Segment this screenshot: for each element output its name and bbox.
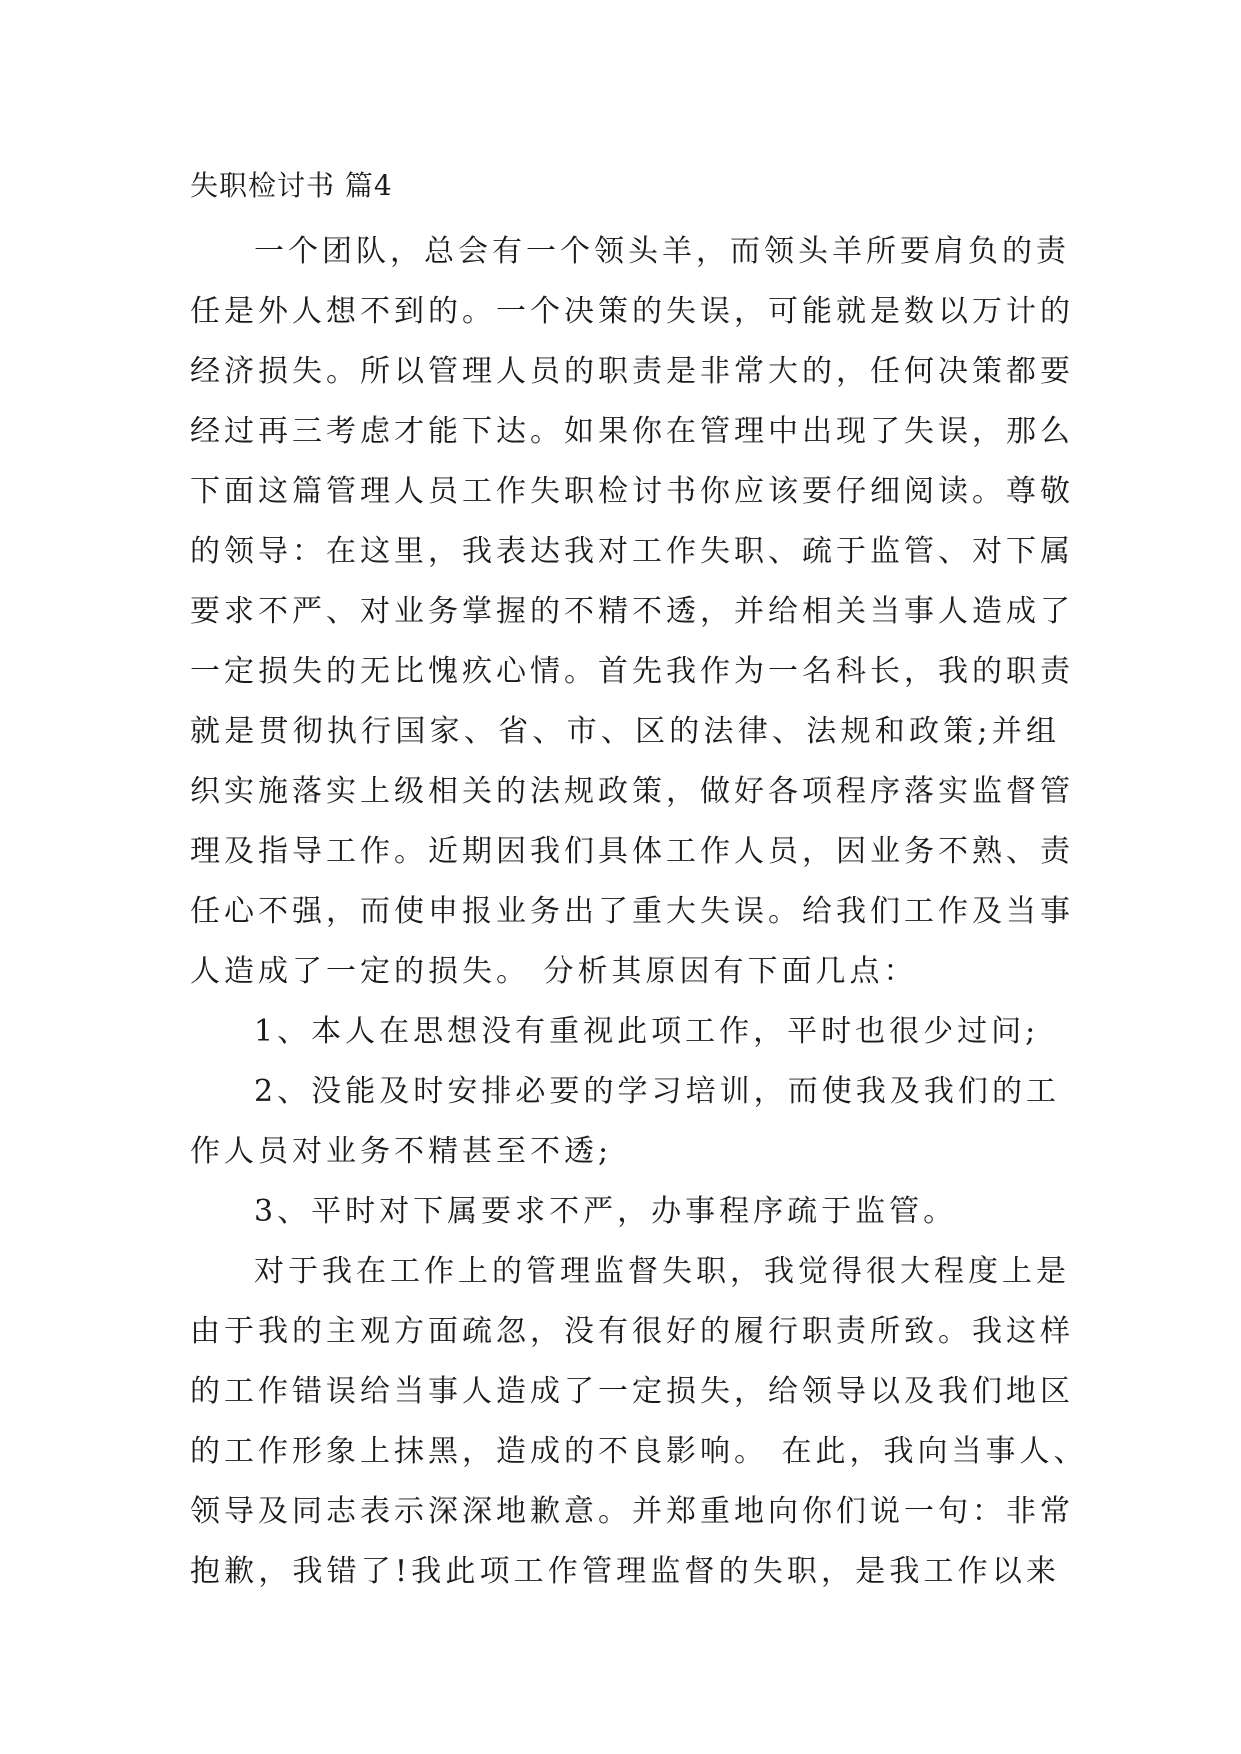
text-line: 就是贯彻执行国家、省、市、区的法律、法规和政策;并组 bbox=[190, 714, 1060, 749]
text-line: 一定损失的无比愧疚心情。首先我作为一名科长，我的职责 bbox=[190, 654, 1074, 689]
text-line: 抱歉，我错了!我此项工作管理监督的失职，是我工作以来 bbox=[190, 1554, 1060, 1589]
text-line: 1、本人在思想没有重视此项工作，平时也很少过问; bbox=[254, 1014, 1040, 1049]
text-line: 一个团队，总会有一个领头羊，而领头羊所要肩负的责 bbox=[254, 234, 1070, 269]
text-line: 任是外人想不到的。一个决策的失误，可能就是数以万计的 bbox=[190, 294, 1074, 329]
text-line: 理及指导工作。近期因我们具体工作人员，因业务不熟、责 bbox=[190, 834, 1074, 869]
text-line: 任心不强，而使申报业务出了重大失误。给我们工作及当事 bbox=[190, 894, 1074, 929]
text-line: 3、平时对下属要求不严，办事程序疏于监管。 bbox=[254, 1194, 958, 1229]
text-line: 对于我在工作上的管理监督失职，我觉得很大程度上是 bbox=[254, 1254, 1070, 1289]
document-title: 失职检讨书 篇4 bbox=[190, 169, 393, 202]
text-line: 下面这篇管理人员工作失职检讨书你应该要仔细阅读。尊敬 bbox=[190, 474, 1074, 509]
text-line: 经过再三考虑才能下达。如果你在管理中出现了失误，那么 bbox=[190, 414, 1074, 449]
text-line: 要求不严、对业务掌握的不精不透，并给相关当事人造成了 bbox=[190, 594, 1074, 629]
text-line: 的领导：在这里，我表达我对工作失职、疏于监管、对下属 bbox=[190, 534, 1074, 569]
text-line: 的工作形象上抹黑，造成的不良影响。 在此，我向当事人、 bbox=[190, 1434, 1088, 1469]
document-body bbox=[190, 222, 1088, 1602]
text-line: 织实施落实上级相关的法规政策，做好各项程序落实监督管 bbox=[190, 774, 1074, 809]
text-line: 人造成了一定的损失。 分析其原因有下面几点： bbox=[190, 954, 918, 989]
text-line: 的工作错误给当事人造成了一定损失，给领导以及我们地区 bbox=[190, 1374, 1074, 1409]
text-line: 2、没能及时安排必要的学习培训，而使我及我们的工 bbox=[254, 1074, 1060, 1109]
text-line: 领导及同志表示深深地歉意。并郑重地向你们说一句：非常 bbox=[190, 1494, 1074, 1529]
text-line: 作人员对业务不精甚至不透; bbox=[190, 1134, 613, 1169]
text-line: 由于我的主观方面疏忽，没有很好的履行职责所致。我这样 bbox=[190, 1314, 1074, 1349]
text-line: 经济损失。所以管理人员的职责是非常大的，任何决策都要 bbox=[190, 354, 1074, 389]
